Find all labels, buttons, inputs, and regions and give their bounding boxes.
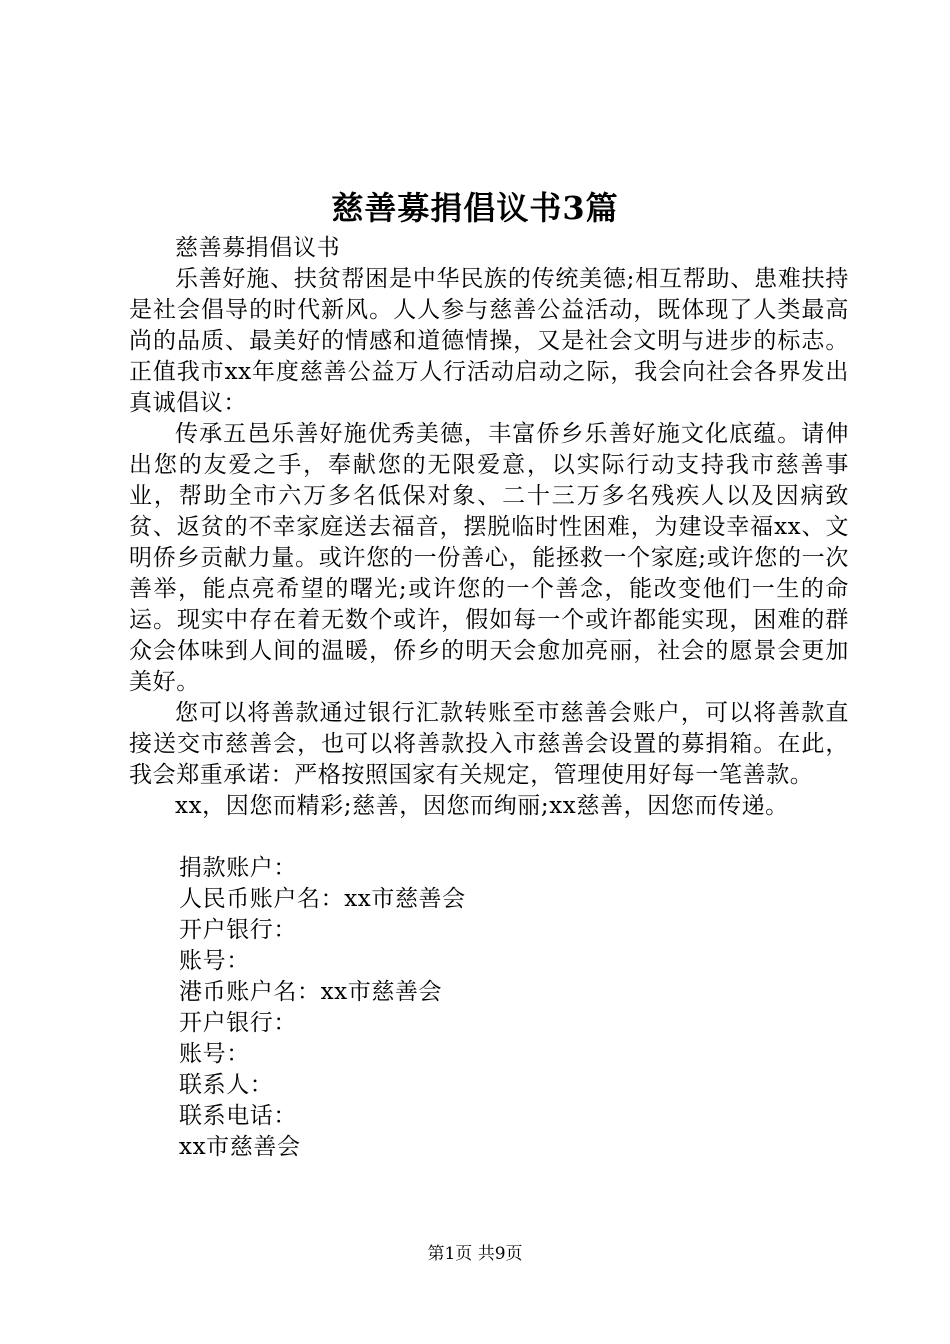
paragraph-appeal: 传承五邑乐善好施优秀美德，丰富侨乡乐善好施文化底蕴。请伸出您的友爱之手，奉献您的无限爱意，以实际行动支持我市慈善事业，帮助全市六万多名低保对象、二十三万多名残疾人以及因病致贫、返贫的不幸家庭送去福音，摆脱临时性困难，为建设幸福xx、文明侨乡贡献力量。或许您的一份善心，能拯救一个家庭;或许您的一次善举，能点亮希望的曙光;或许您的一个善念，能改变他们一生的命运。现实中存在着无数个或许，假如每一个或许都能实现，困难的群众会体味到人间的温暖，侨乡的明天会愈加亮丽，社会的愿景会更加美好。 bbox=[129, 421, 849, 695]
hkd-bank-label: 开户银行： bbox=[179, 1010, 297, 1036]
rmb-bank-label: 开户银行： bbox=[179, 917, 297, 943]
paragraph-donation-method: 您可以将善款通过银行汇款转账至市慈善会账户，可以将善款直接送交市慈善会，也可以将善款投入市慈善会设置的募捐箱。在此，我会郑重承诺：严格按照国家有关规定，管理使用好每一笔善款。 bbox=[129, 700, 849, 788]
document-body bbox=[129, 233, 849, 1163]
hkd-account-number-label: 账号： bbox=[179, 1041, 250, 1067]
page-number-footer: 第1页 共9页 bbox=[427, 1244, 523, 1264]
document-title: 慈善募捐倡议书3篇 bbox=[331, 189, 619, 227]
paragraph-intro: 乐善好施、扶贫帮困是中华民族的传统美德;相互帮助、患难扶持是社会倡导的时代新风。人人参与慈善公益活动，既体现了人类最高尚的品质、最美好的情感和道德情操，又是社会文明与进步的标志。正值我市xx年度慈善公益万人行活动启动之际，我会向社会各界发出真诚倡议： bbox=[129, 266, 849, 416]
blank-line bbox=[129, 822, 849, 853]
paragraph-slogan: xx，因您而精彩;慈善，因您而绚丽;xx慈善，因您而传递。 bbox=[175, 793, 789, 819]
contact-phone-label: 联系电话： bbox=[179, 1103, 297, 1129]
hkd-account-name: 港币账户名：xx市慈善会 bbox=[179, 979, 443, 1005]
signature-organization: xx市慈善会 bbox=[179, 1134, 301, 1160]
rmb-account-name: 人民币账户名：xx市慈善会 bbox=[179, 886, 466, 912]
contact-person-label: 联系人： bbox=[179, 1072, 274, 1098]
account-heading: 捐款账户： bbox=[179, 855, 297, 881]
rmb-account-number-label: 账号： bbox=[179, 948, 250, 974]
document-subtitle: 慈善募捐倡议书 bbox=[175, 235, 341, 261]
